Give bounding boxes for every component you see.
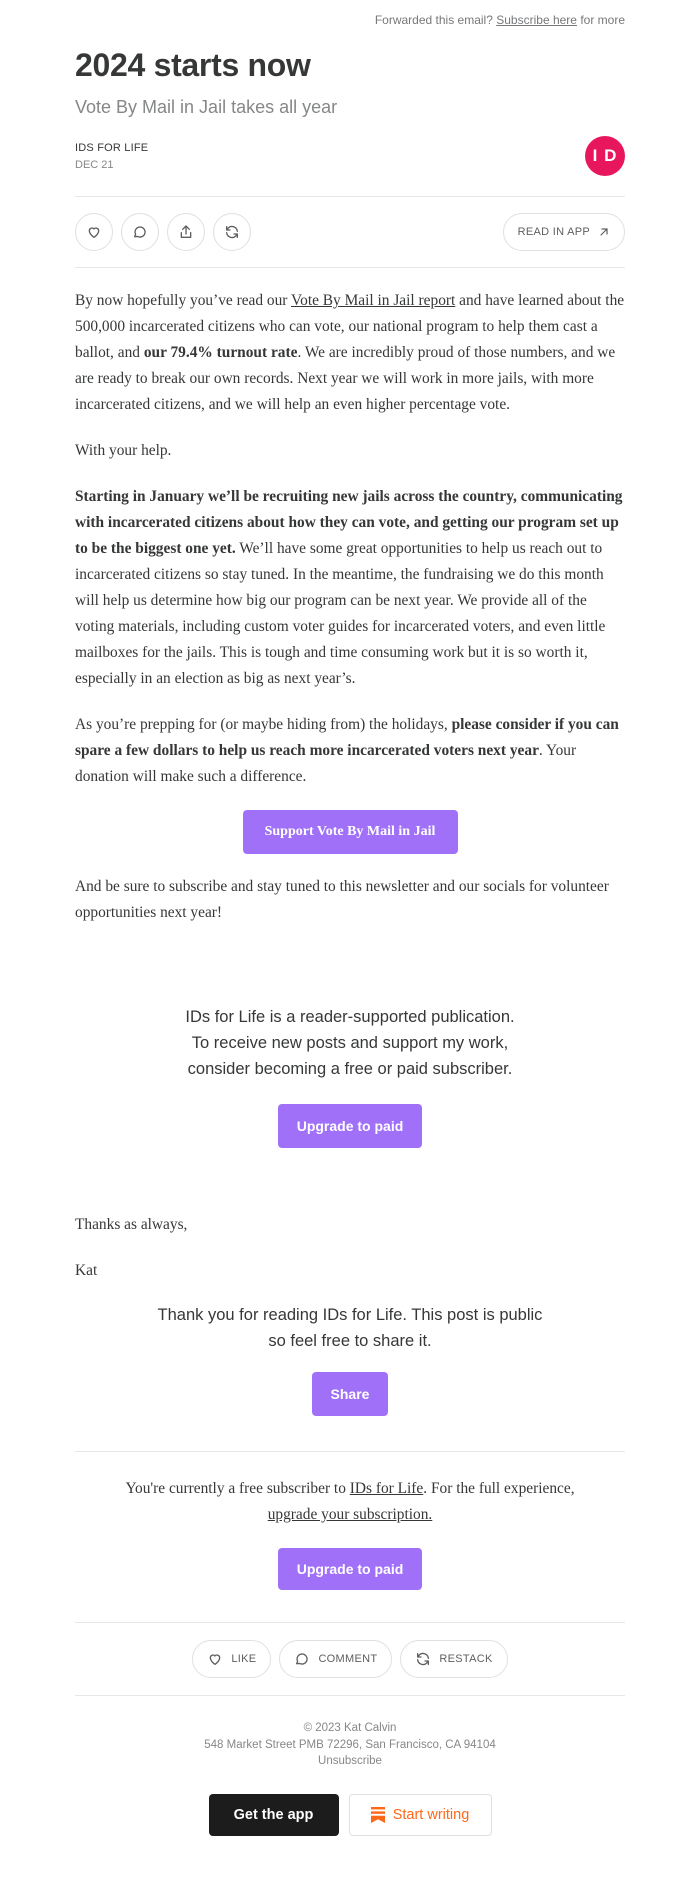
avatar[interactable]: I D bbox=[585, 136, 625, 176]
post-title[interactable]: 2024 starts now bbox=[75, 47, 311, 83]
share-post-button[interactable]: Share bbox=[312, 1372, 388, 1416]
subscribe-link[interactable]: Subscribe here bbox=[496, 13, 577, 27]
footer-actions bbox=[75, 1623, 625, 1695]
post-body bbox=[75, 288, 625, 926]
publication-link[interactable]: IDs for Life bbox=[349, 1480, 424, 1498]
comment-icon bbox=[294, 1651, 310, 1667]
like-button[interactable] bbox=[75, 213, 113, 251]
paragraph: By now hopefully you’ve read our Vote By Mail in Jail report and have learned about the 500,000 incarcerated citizens who can vote, our national program to help them cast a ballot, and our 79.4% turnout rate. We are incredibly proud of those numbers, and we are ready to break our own records. Next year we will work in more jails, with more incarcerated citizens, and we will help an even higher percentage vote. bbox=[75, 292, 625, 414]
paragraph: Starting in January we’ll be recruiting new jails across the country, communicating with incarcerated citizens about how they can vote, and getting our program set up to be the biggest one yet. We’ll have some great opportunities to help us reach out to incarcerated citizens so stay tuned. In the meantime, the fundraising we do this month will help us determine how big our program can be next year. We provide all of the voting materials, including custom voter guides for incarcerated voters, and even little mailboxes for the jails. This is tough and time consuming work but it is so worth it, especially in an election as big as next year’s. bbox=[75, 488, 623, 688]
footer-comment-button[interactable]: COMMENT bbox=[279, 1640, 392, 1678]
start-writing-button[interactable]: Start writing bbox=[349, 1794, 492, 1836]
read-in-app-button[interactable]: READ IN APP bbox=[503, 213, 625, 251]
subscription-notice: You're currently a free subscriber to IDs for Life. For the full experience, upgrade your subscription. bbox=[125, 1480, 575, 1524]
upgrade-button-footer[interactable]: Upgrade to paid bbox=[278, 1548, 422, 1590]
divider bbox=[75, 1695, 625, 1696]
paragraph: With your help. bbox=[75, 442, 172, 460]
report-link[interactable]: Vote By Mail in Jail report bbox=[291, 292, 456, 310]
comment-icon bbox=[132, 224, 148, 240]
share-button[interactable] bbox=[167, 213, 205, 251]
post-date: DEC 21 bbox=[75, 158, 114, 171]
upgrade-button[interactable]: Upgrade to paid bbox=[278, 1104, 422, 1148]
copyright: © 2023 Kat Calvin bbox=[303, 1722, 397, 1735]
restack-icon bbox=[224, 224, 240, 240]
unsubscribe-link[interactable]: Unsubscribe bbox=[318, 1755, 382, 1768]
signoff-name: Kat bbox=[75, 1262, 98, 1280]
footer-like-button[interactable]: LIKE bbox=[192, 1640, 271, 1678]
substack-logo-icon bbox=[371, 1807, 385, 1823]
post-actions bbox=[75, 197, 625, 267]
paragraph: And be sure to subscribe and stay tuned to this newsletter and our socials for volunteer opportunities next year! bbox=[75, 878, 609, 922]
address: 548 Market Street PMB 72296, San Francisco, CA 94104 bbox=[204, 1738, 496, 1751]
footer-restack-button[interactable]: RESTACK bbox=[400, 1640, 507, 1678]
restack-icon bbox=[415, 1651, 431, 1667]
heart-icon bbox=[86, 224, 102, 240]
support-button[interactable]: Support Vote By Mail in Jail bbox=[243, 810, 458, 854]
restack-button[interactable] bbox=[213, 213, 251, 251]
footer-info bbox=[75, 1720, 625, 1770]
publication-name[interactable]: IDS FOR LIFE bbox=[75, 141, 149, 154]
share-text: Thank you for reading IDs for Life. This post is public so feel free to share it. bbox=[157, 1306, 543, 1351]
get-app-button[interactable]: Get the app bbox=[209, 1794, 339, 1836]
upgrade-subscription-link[interactable]: upgrade your subscription. bbox=[267, 1506, 433, 1524]
subscribe-promo bbox=[75, 926, 625, 1082]
comment-button[interactable] bbox=[121, 213, 159, 251]
promo-text: IDs for Life is a reader-supported publication. To receive new posts and support my work, consider becoming a free or paid subscriber. bbox=[185, 1008, 515, 1079]
paragraph: As you’re prepping for (or maybe hiding from) the holidays, please consider if you can spare a few dollars to help us reach more incarcerated voters next year. Your donation will make such a difference. bbox=[75, 716, 619, 786]
signoff-line: Thanks as always, bbox=[75, 1216, 188, 1234]
byline bbox=[75, 136, 625, 176]
arrow-up-right-icon bbox=[598, 226, 610, 238]
divider bbox=[75, 1451, 625, 1452]
footer-cta bbox=[75, 1794, 625, 1836]
share-icon bbox=[178, 224, 194, 240]
divider bbox=[75, 267, 625, 268]
forward-notice: Forwarded this email? Subscribe here for more bbox=[374, 13, 625, 27]
heart-icon bbox=[207, 1651, 223, 1667]
post-subtitle: Vote By Mail in Jail takes all year bbox=[75, 97, 338, 118]
